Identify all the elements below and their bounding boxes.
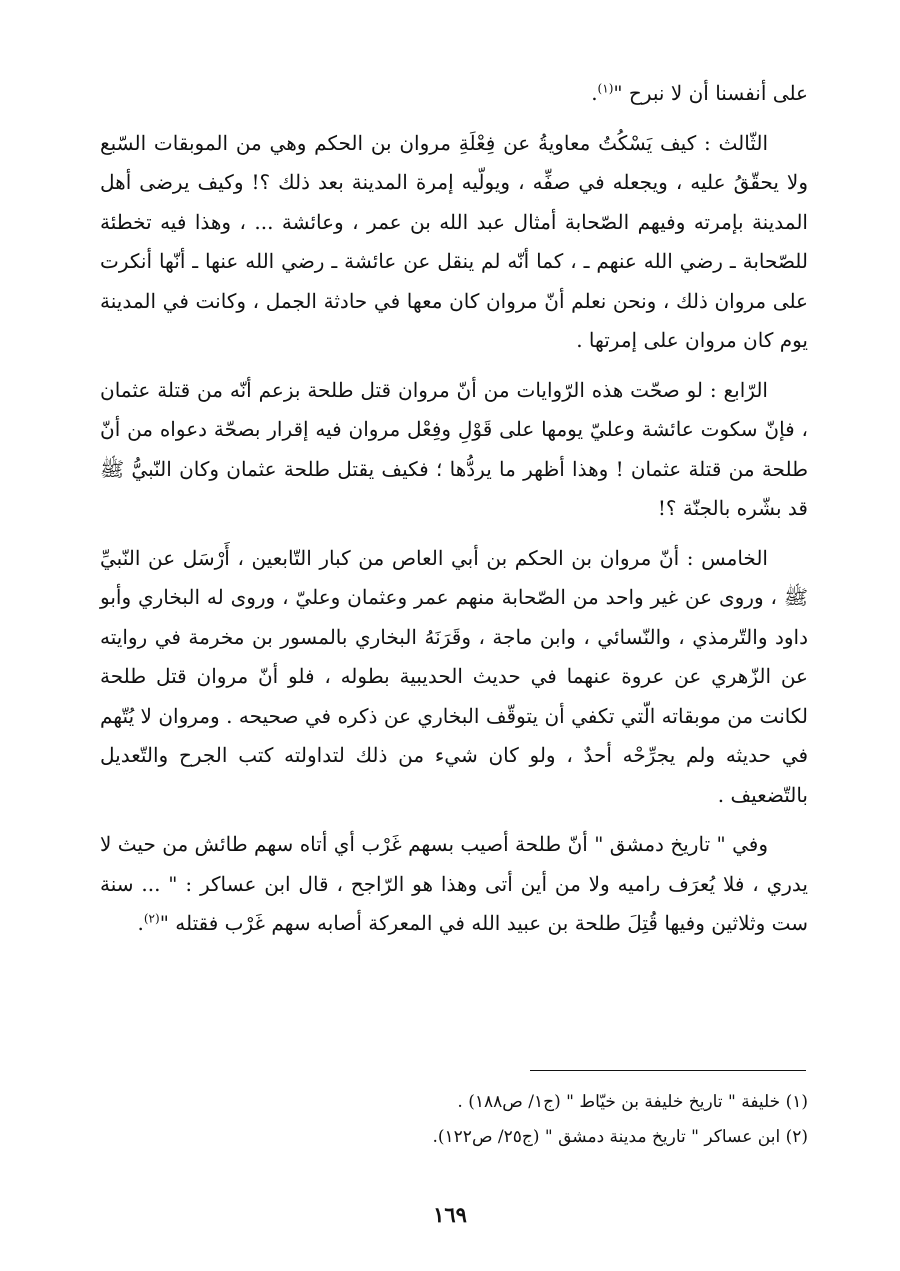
paragraph-text: على أنفسنا أن لا نبرح " bbox=[613, 81, 808, 105]
paragraph-fourth bbox=[100, 371, 808, 529]
footnote-ref-1[interactable]: (١) bbox=[597, 81, 614, 96]
paragraph-text: وفي " تاريخ دمشق " أنّ طلحة أصيب بسهم غَرْب أي أتاه سهم طائش من حيث لا يدري ، فلا يُعرَف راميه ولا من أين أتى وهذا هو الرّاجح ، قال ابن عساكر : " ... سنة ست وثلاثين وفيها قُتِلَ طلحة بن عبيد الله في المعركة أصابه سهم غَرْب فقتله " bbox=[100, 832, 808, 935]
paragraph-fifth bbox=[100, 539, 808, 816]
paragraph-third bbox=[100, 124, 808, 361]
footnote-ref-2[interactable]: (٢) bbox=[143, 911, 160, 926]
paragraph-damascus bbox=[100, 825, 808, 944]
paragraph-text: الثّالث : كيف يَسْكُتُ معاويةُ عن فِعْلَةِ مروان بن الحكم وهي من الموبقات السّبع ولا يحقّقُ عليه ، ويجعله في صفِّه ، ويولّيه إمرة المدينة بعد ذلك ؟! وكيف يرضى أهل المدينة بإمرته وفيهم الصّحابة أمثال عبد الله بن عمر ، وعائشة ... ، وهذا فيه تخطئة للصّحابة ـ رضي الله عنهم ـ ، كما أنّه لم ينقل عن عائشة ـ رضي الله عنها ـ أنّها أنكرت على مروان ذلك ، ونحن نعلم أنّ مروان كان معها في حادثة الجمل ، وكانت في المدينة يوم كان مروان على إمرتها . bbox=[100, 130, 808, 352]
footnote-divider bbox=[530, 1070, 806, 1071]
paragraph-tail: . bbox=[591, 81, 598, 105]
footnote-1: (١) خليفة " تاريخ خليفة بن خيّاط " (ج١/ ص١٨٨) . bbox=[457, 1092, 808, 1112]
footnotes bbox=[100, 1085, 808, 1155]
paragraph-tail: . bbox=[137, 911, 144, 935]
footnote-2: (٢) ابن عساكر " تاريخ مدينة دمشق " (ج٢٥/ ص١٢٢). bbox=[432, 1127, 808, 1147]
body-text bbox=[100, 74, 808, 944]
page-number: ١٦٩ bbox=[433, 1202, 467, 1227]
paragraph-text: الخامس : أنّ مروان بن الحكم بن أبي العاص من كبار التّابعين ، أَرْسَل عن النّبيِّ ﷺ ، وروى عن غير واحد من الصّحابة منهم عمر وعثمان وعليّ ، وروى له البخاري وأبو داود والتّرمذي ، والنّسائي ، وابن ماجة ، وقَرَنَهُ البخاري بالمسور بن مخرمة في روايته عن الزّهري عن عروة عنهما في حديث الحديبية بطوله ، فلو أنّ مروان قتل طلحة لكانت من موبقاته الّتي تكفي أن يتوقّف البخاري عن ذكره في صحيحه . ومروان لا يُتّهم في حديثه ولم يجرِّحْه أحدٌ ، ولو كان شيء من ذلك لتداولته كتب الجرح والتّعديل بالتّضعيف . bbox=[100, 545, 808, 807]
paragraph-continuation bbox=[100, 74, 808, 114]
paragraph-text: الرّابع : لو صحّت هذه الرّوايات من أنّ مروان قتل طلحة بزعم أنّه من قتلة عثمان ، فإنّ سكوت عائشة وعليّ يومها على قَوْلِ وفِعْل مروان فيه إقرار بصحّة دعواه من أنّ طلحة من قتلة عثمان ! وهذا أظهر ما يردُّها ؛ فكيف يقتل طلحة عثمان وكان النّبيُّ ﷺ قد بشّره بالجنّة ؟! bbox=[100, 377, 809, 520]
